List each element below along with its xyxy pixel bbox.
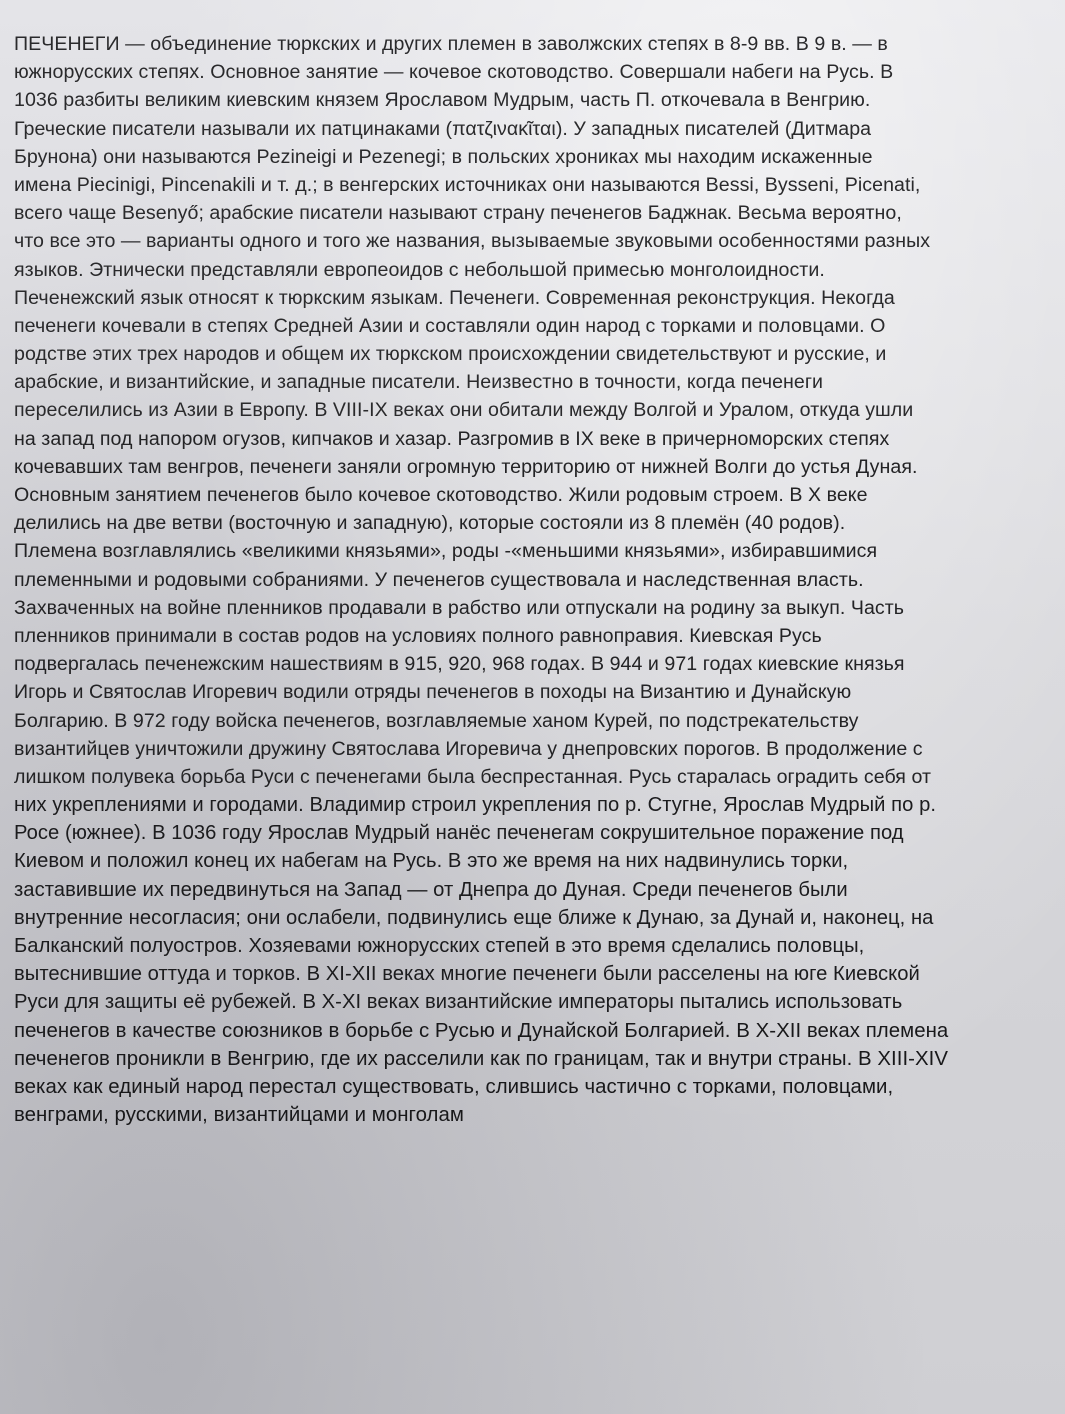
- text-line: Брунона) они называются Pezineigi и Pezenegi; в польских хрониках мы находим искаженные: [14, 145, 873, 168]
- text-line: внутренние несогласия; они ослабели, подвинулись еще ближе к Дунаю, за Дунай и, наконец, на: [14, 906, 934, 929]
- text-line: кочевавших там венгров, печенеги заняли огромную территорию от нижней Волги до устья Дуная.: [14, 455, 918, 478]
- text-line: Балканский полуостров. Хозяевами южнорусских степей в это время сделались половцы,: [14, 935, 865, 957]
- text-line: Основным занятием печенегов было кочевое скотоводство. Жили родовым строем. В X веке: [14, 484, 868, 506]
- text-line: печенеги кочевали в степях Средней Азии и составляли один народ с торками и половцами. О: [14, 314, 886, 337]
- text-line: Росе (южнее). В 1036 году Ярослав Мудрый нанёс печенегам сокрушительное поражение под: [14, 822, 904, 845]
- text-line: византийцев уничтожили дружину Святослава Игоревича у днепровских порогов. В продолжение с: [14, 737, 923, 760]
- text-line: лишком полувека борьба Руси с печенегами была беспрестанная. Русь старалась оградить себя от: [14, 765, 931, 788]
- text-line: вытеснившие оттуда и торков. В XI-XII веках многие печенеги были расселены на юге Киевской: [14, 963, 920, 986]
- text-line: пленников принимали в состав родов на условиях полного равноправия. Киевская Русь: [14, 624, 822, 647]
- text-line: Руси для защиты её рубежей. В X-XI веках византийские императоры пытались использовать: [14, 991, 903, 1014]
- text-line: Киевом и положил конец их набегам на Русь. В это же время на них надвинулись торки,: [14, 850, 849, 873]
- text-line: Болгарию. В 972 году войска печенегов, возглавляемые ханом Курей, по подстрекательству: [14, 709, 859, 732]
- text-line: на запад под напором огузов, кипчаков и хазар. Разгромив в IX веке в причерноморских степях: [14, 427, 890, 450]
- text-line: имена Piecinigi, Pincenakili и т. д.; в венгерских источниках они называются Bessi, Bysseni, Picenati,: [14, 173, 921, 196]
- text-line: венграми, русскими, византийцами и монголам: [14, 1104, 464, 1127]
- text-line: ПЕЧЕНЕГИ — объединение тюркских и других племен в заволжских степях в 8-9 вв. В 9 в. — в: [14, 33, 888, 55]
- text-line: Племена возглавлялись «великими князьями», роды -«меньшими князьями», избиравшимися: [14, 540, 878, 563]
- text-line: заставившие их передвинуться на Запад — от Днепра до Дуная. Среди печенегов были: [14, 878, 848, 901]
- text-line: 1036 разбиты великим киевским князем Ярославом Мудрым, часть П. откочевала в Венгрию.: [14, 89, 871, 112]
- text-line: Игорь и Святослав Игоревич водили отряды печенегов в походы на Византию и Дунайскую: [14, 681, 852, 704]
- text-line: подвергалась печенежским нашествиям в 915, 920, 968 годах. В 944 и 971 годах киевские князья: [14, 653, 905, 676]
- text-line: южнорусских степях. Основное занятие — кочевое скотоводство. Совершали набеги на Русь. В: [14, 61, 894, 84]
- text-line: родстве этих трех народов и общем их тюркском происхождении свидетельствуют и русские, и: [14, 343, 887, 366]
- text-line: печенегов проникли в Венгрию, где их расселили как по границам, так и внутри страны. В XIII-XIV: [14, 1047, 949, 1070]
- text-line: языков. Этнически представляли европеоидов с небольшой примесью монголоидности.: [14, 258, 825, 281]
- text-line: всего чаще Besenyő; арабские писатели называют страну печенегов Баджнак. Весьма вероятно,: [14, 202, 902, 225]
- text-line: Греческие писатели называли их патцинаками (πατζινακῖται). У западных писателей (Дитмара: [14, 117, 872, 140]
- text-line: арабские, и византийские, и западные писатели. Неизвестно в точности, когда печенеги: [14, 371, 824, 394]
- text-line: делились на две ветви (восточную и западную), которые состояли из 8 племён (40 родов).: [14, 512, 846, 535]
- text-line: Печенежский язык относят к тюркским языкам. Печенеги. Современная реконструкция. Некогда: [14, 286, 895, 309]
- document-body: [14, 30, 1054, 1129]
- text-line: них укреплениями и городами. Владимир строил укрепления по р. Стугне, Ярослав Мудрый по р.: [14, 794, 937, 817]
- text-line: Захваченных на войне пленников продавали в рабство или отпускали на родину за выкуп. Часть: [14, 596, 905, 619]
- text-line: печенегов в качестве союзников в борьбе с Русью и Дунайской Болгарией. В X-XII веках племена: [14, 1019, 949, 1042]
- text-line: переселились из Азии в Европу. В VIII-IX веках они обитали между Волгой и Уралом, откуда ушли: [14, 399, 914, 422]
- text-line: веках как единый народ перестал существовать, слившись частично с торками, половцами,: [14, 1075, 894, 1098]
- text-line: племенными и родовыми собраниями. У печенегов существовала и наследственная власть.: [14, 568, 864, 591]
- text-line: что все это — варианты одного и того же названия, вызываемые звуковыми особенностями разных: [14, 230, 931, 253]
